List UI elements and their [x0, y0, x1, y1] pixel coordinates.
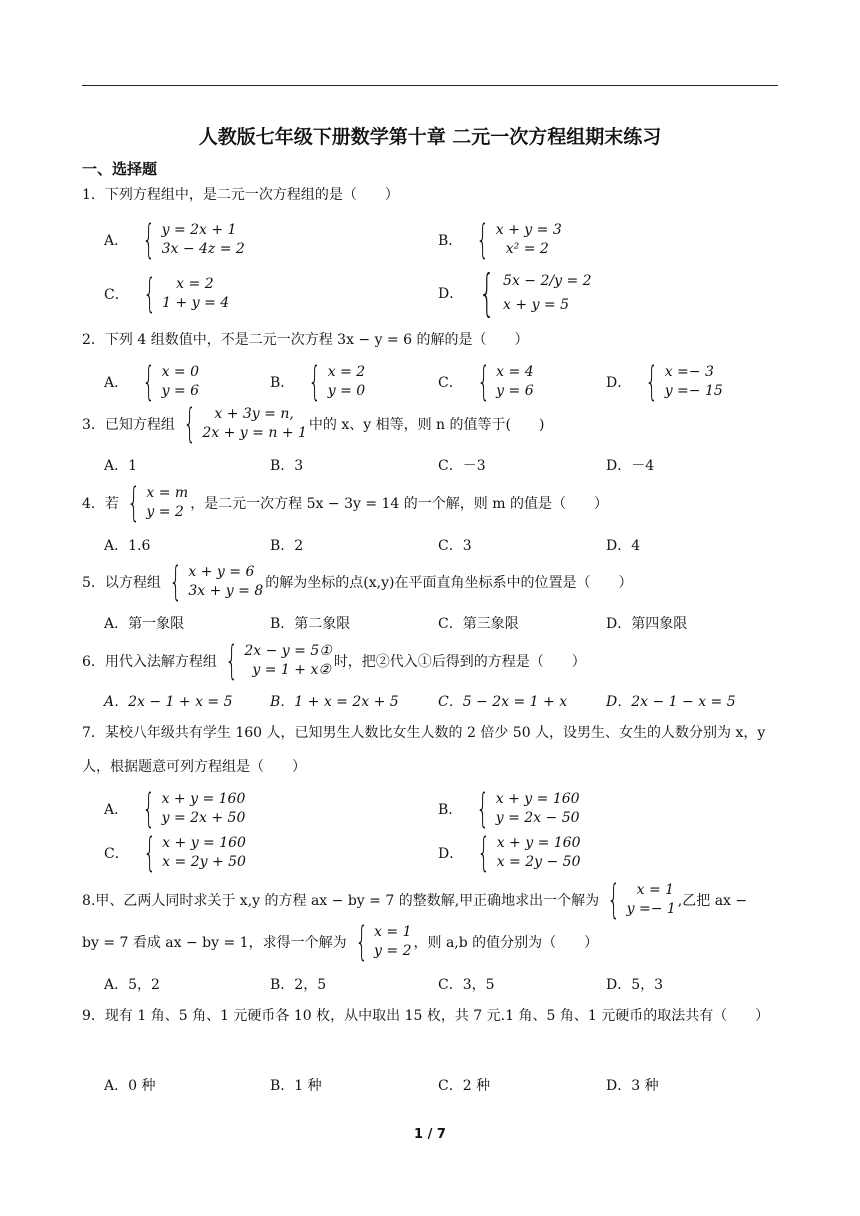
option-label: C． — [438, 375, 463, 391]
question-2: 2．下列 4 组数值中，不是二元一次方程 3x − y = 6 的解的是（ ） — [82, 332, 529, 348]
q7-option-c[interactable]: C． { x + y = 160 x = 2y + 50 — [104, 830, 246, 876]
q8-option-c[interactable]: C．3，5 — [438, 977, 495, 993]
question-7: 7．某校八年级共有学生 160 人，已知男生人数比女生人数的 2 倍少 50 人，设男生、女生的人数分别为 x，y 人，根据题意可列方程组是（ ） — [82, 725, 766, 775]
eq-line: y = 6 — [496, 383, 534, 399]
question-text: 中的 x、y 相等，则 n 的值等于( ) — [308, 417, 545, 433]
q9-option-c[interactable]: C．2 种 — [438, 1078, 491, 1094]
eq-line: y = 2 — [374, 943, 412, 959]
q3-option-b[interactable]: B．3 — [270, 458, 304, 474]
eq-line: x = m — [146, 485, 189, 501]
eq-line: 3x − 4z = 2 — [161, 241, 245, 257]
eq-line: y = 6 — [161, 383, 200, 399]
q9-option-b[interactable]: B．1 种 — [270, 1078, 322, 1094]
eq-line: x + 3y = n, — [214, 406, 294, 422]
q6-option-c[interactable]: C．5 − 2x = 1 + x — [438, 694, 568, 710]
eq-line: x = 1 — [636, 882, 675, 898]
question-text: 的解为坐标的点(x,y)在平面直角坐标系中的位置是（ ） — [265, 575, 633, 591]
q1-option-d[interactable]: D． { 5x − 2/y = 2 x + y = 5 — [438, 264, 592, 322]
question-text: 5．以方程组 — [82, 575, 161, 591]
eq-line: y = 2x + 50 — [161, 810, 246, 826]
q9-option-d[interactable]: D．3 种 — [606, 1078, 659, 1094]
eq-line: y = 1 + x② — [252, 662, 331, 678]
eq-line: y = 2x − 50 — [495, 810, 580, 826]
q4-option-c[interactable]: C．3 — [438, 538, 472, 554]
q5-option-a[interactable]: A．第一象限 — [104, 616, 185, 632]
eq-line: x = 2y − 50 — [496, 854, 581, 870]
eq-line: x + y = 160 — [161, 791, 246, 807]
eq-line: 2x − y = 5① — [244, 643, 332, 659]
q9-option-a[interactable]: A．0 种 — [104, 1078, 156, 1094]
q4-option-d[interactable]: D．4 — [606, 538, 641, 554]
q3-option-c[interactable]: C．－3 — [438, 458, 486, 474]
question-text: 时，把②代入①后得到的方程是（ ） — [333, 654, 586, 670]
header-rule — [82, 85, 778, 86]
question-8-line-1: 8.甲、乙两人同时求关于 x,y 的方程 ax − by = 7 的整数解,甲正确地求出一个解为 { x = 1 y =− 1 ,乙把 ax − — [82, 877, 748, 923]
question-1: 1．下列方程组中，是二元一次方程组的是（ ） — [82, 187, 399, 203]
option-label: D． — [438, 286, 464, 302]
q5-option-c[interactable]: C．第三象限 — [438, 616, 519, 632]
question-text: 3．已知方程组 — [82, 417, 175, 433]
q7-option-b[interactable]: B． { x + y = 160 y = 2x − 50 — [438, 786, 580, 832]
eq-line: x + y = 6 — [188, 564, 255, 580]
eq-line: x = 4 — [496, 364, 534, 380]
q2-option-b[interactable]: B． { x = 2 y = 0 — [270, 359, 366, 405]
eq-line: y =− 1 — [626, 901, 676, 917]
q1-option-b[interactable]: B． { x + y = 3 x² = 2 — [438, 217, 562, 263]
option-label: B． — [438, 233, 463, 249]
q8-option-d[interactable]: D．5，3 — [606, 977, 664, 993]
question-8-line-2: by = 7 看成 ax − by = 1，求得一个解为 { x = 1 y = 2 ，则 a,b 的值分别为（ ） — [82, 919, 599, 965]
q1-option-c[interactable]: C． { x = 2 1 + y = 4 — [104, 271, 230, 317]
eq-line: x = 1 — [374, 924, 412, 940]
q4-option-b[interactable]: B．2 — [270, 538, 304, 554]
eq-line: x + y = 5 — [503, 297, 570, 313]
eq-line: 2x + y = n + 1 — [202, 425, 307, 441]
page-title: 人教版七年级下册数学第十章 二元一次方程组期末练习 — [198, 126, 662, 148]
option-label: A． — [104, 375, 129, 391]
q2-option-a[interactable]: A． { x = 0 y = 6 — [104, 359, 200, 405]
q5-option-d[interactable]: D．第四象限 — [606, 616, 688, 632]
q2-option-c[interactable]: C． { x = 4 y = 6 — [438, 359, 534, 405]
q8-option-b[interactable]: B．2，5 — [270, 977, 327, 993]
question-text: ，则 a,b 的值分别为（ ） — [413, 935, 599, 951]
option-label: B． — [438, 802, 463, 818]
eq-line: x = 0 — [161, 364, 200, 380]
question-4: 4．若 { x = m y = 2 ，是二元一次方程 5x − 3y = 14 的一个解，则 m 的值是（ ） — [82, 480, 608, 526]
question-9: 9．现有 1 角、5 角、1 元硬币各 10 枚，从中取出 15 枚，共 7 元.1 角、5 角、1 元硬币的取法共有（ ） — [82, 1008, 770, 1024]
question-text: ,乙把 ax − — [677, 893, 748, 909]
question-5: 5．以方程组 { x + y = 6 3x + y = 8 的解为坐标的点(x,y)在平面直角坐标系中的位置是（ ） — [82, 559, 633, 605]
eq-line: y = 2x + 1 — [161, 222, 237, 238]
option-label: A． — [104, 802, 129, 818]
eq-line: x = 2y + 50 — [162, 854, 246, 870]
eq-line: 3x + y = 8 — [188, 583, 264, 599]
option-label: A． — [104, 233, 129, 249]
eq-line: x + y = 160 — [496, 835, 581, 851]
eq-line: x + y = 160 — [162, 835, 246, 851]
eq-line: x + y = 160 — [495, 791, 580, 807]
q4-option-a[interactable]: A．1.6 — [104, 538, 151, 554]
eq-line: 5x − 2/y = 2 — [503, 273, 592, 289]
eq-line: 1 + y = 4 — [162, 295, 230, 311]
option-label: D． — [606, 375, 632, 391]
eq-line: y = 0 — [327, 383, 366, 399]
eq-line: x + y = 3 — [495, 222, 562, 238]
question-text: 4．若 — [82, 496, 119, 512]
q8-option-a[interactable]: A．5，2 — [104, 977, 160, 993]
eq-line: x² = 2 — [505, 241, 549, 257]
question-text: by = 7 看成 ax − by = 1，求得一个解为 — [82, 935, 347, 951]
q2-option-d[interactable]: D． { x =− 3 y =− 15 — [606, 359, 723, 405]
question-text: 6．用代入法解方程组 — [82, 654, 217, 670]
question-3: 3．已知方程组 { x + 3y = n, 2x + y = n + 1 中的 x、y 相等，则 n 的值等于( ) — [82, 401, 545, 447]
q3-option-d[interactable]: D．－4 — [606, 458, 655, 474]
section-heading: 一、选择题 — [82, 160, 158, 178]
eq-line: x = 2 — [176, 276, 214, 292]
q6-option-a[interactable]: A．2x − 1 + x = 5 — [104, 694, 233, 710]
q7-option-d[interactable]: D． { x + y = 160 x = 2y − 50 — [438, 830, 581, 876]
question-text: 8.甲、乙两人同时求关于 x,y 的方程 ax − by = 7 的整数解,甲正确地求出一个解为 — [82, 893, 600, 909]
eq-line: x = 2 — [327, 364, 366, 380]
q5-option-b[interactable]: B．第二象限 — [270, 616, 351, 632]
option-label: C． — [104, 287, 129, 303]
option-label: B． — [270, 375, 295, 391]
q6-option-b[interactable]: B．1 + x = 2x + 5 — [270, 694, 399, 710]
eq-line: x =− 3 — [664, 364, 714, 380]
question-6: 6．用代入法解方程组 { 2x − y = 5① y = 1 + x② 时，把②代入①后得到的方程是（ ） — [82, 638, 586, 684]
option-label: D． — [438, 846, 464, 862]
page-number: 1 / 7 — [414, 1127, 446, 1142]
q1-option-a[interactable]: A． { y = 2x + 1 3x − 4z = 2 — [104, 217, 245, 263]
q6-option-d[interactable]: D．2x − 1 − x = 5 — [606, 694, 736, 710]
question-text: ，是二元一次方程 5x − 3y = 14 的一个解，则 m 的值是（ ） — [190, 496, 608, 512]
eq-line: y = 2 — [146, 504, 184, 520]
q7-option-a[interactable]: A． { x + y = 160 y = 2x + 50 — [104, 786, 246, 832]
option-label: C． — [104, 846, 129, 862]
q3-option-a[interactable]: A．1 — [104, 458, 138, 474]
eq-line: y =− 15 — [664, 383, 723, 399]
